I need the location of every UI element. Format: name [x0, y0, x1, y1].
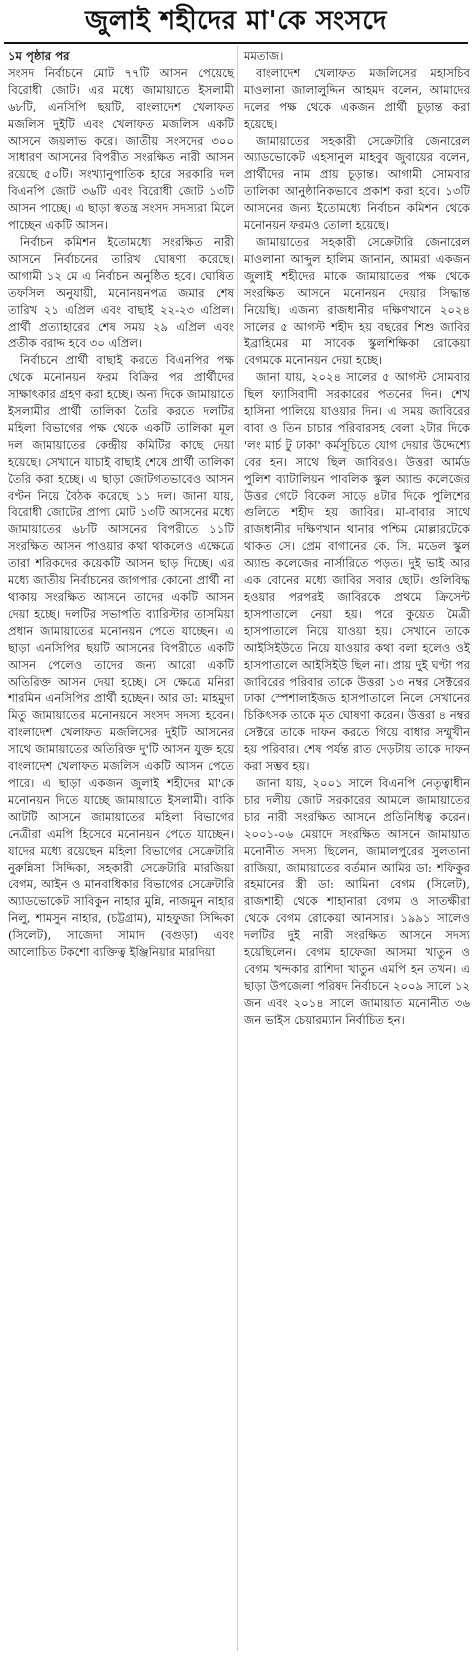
continuation-kicker: ১ম পৃষ্ঠার পর — [8, 49, 70, 63]
article-paragraph: জানা যায়, ২০০১ সালে বিএনপি নেতৃত্বাধীন চার দলীয় জোট সরকারের আমলে জামায়াতের চার নারী সংরক্ষিত আসনে প্রতিনিধিত্ব করেন। ২০০১-০৬ মেয়াদে সংরক্ষিত আসনে জামায়াত মনোনীত সদস্য ছিলেন, জামালপুরের সুলতানা রাজিয়া, জামায়াতের বর্তমান আমির ডা: শফিকুর রহমানের স্ত্রী ডা: আমিনা বেগম (সিলেট), রাজশাহী থেকে শাহানারা বেগম ও সাতক্ষীরা থেকে বেগম রোকেয়া আনসার। ১৯৯১ সালেও দলটির দুই নারী সংরক্ষিত আসনে সদস্য হয়েছিলেন। বেগম হাফেজা আসমা খাতুন ও বেগম খন্দকার রাশিদা খাতুন এমপি হন তখন। এ ছাড়া উপজেলা পরিষদ নির্বাচনে ২০০৯ সালে ১২ জন এবং ২০১৪ সালে জামায়াত মনোনীত ৩৬ জন ভাইস চেয়ারম্যান নির্বাচিত হন। — [244, 775, 470, 1027]
column-divider — [237, 46, 238, 1651]
article-paragraph — [8, 48, 234, 234]
article-column-left — [8, 48, 234, 961]
paragraph-text: সংসদ নির্বাচনে মোট ৭৭টি আসন পেয়েছে বিরোধী জোট। এর মধ্যে জামায়াতে ইসলামী ৬৮টি, এনসিপি ছয়টি, বাংলাদেশ খেলাফত মজলিস দুইটি এবং খেলাফত মজলিস একটি আসনে জয়লাভ করে। জাতীয় সংসদের ৩০০ সাধারণ আসনের বিপরীত সংরক্ষিত নারী আসন রয়েছে ৫০টি। সংখ্যানুপাতিক হারে সরকারি দল বিএনপি জোট ৩৬টি এবং বিরোধী জোট ১৩টি আসন পাচ্ছে। এ ছাড়া স্বতন্ত্র সংসদ সদস্যরা মিলে পাচ্ছেন একটি আসন। — [8, 65, 234, 233]
article-column-right — [244, 48, 470, 1029]
article-paragraph: জানা যায়, ২০২৪ সালের ৫ আগস্ট সোমবার ছিল ফ্যাসিবাদী সরকারের পতনের দিন। শেখ হাসিনা পালিয়ে যাওয়ার দিন। এ সময় জাবিরের বাবা ও তিন চাচার পরিবারসহ বেলা ২টার দিকে 'লং মার্চ টু ঢাকা' কর্মসূচিতে যোগ দেয়ার উদ্দেশ্যে বের হন। সাথে ছিল জাবিরও। উত্তরা আর্মড পুলিশ ব্যাটালিয়ন পাবলিক স্কুল অ্যান্ড কলেজের উত্তর গেটে বিকেল সাড়ে ৪টার দিকে পুলিশের গুলিতে শহীদ হয় জাবির। মা-বাবার সাথে রাজধানীর দক্ষিণখান থানার পশ্চিম মোল্লারটেকে থাকত সে। প্রেম বাগানের কে. সি. মডেল স্কুল অ্যান্ড কলেজের নার্সারিতে পড়ত। দুই ভাই আর এক বোনের মধ্যে জাবির সবার ছোট। গুলিবিদ্ধ হওয়ার পরপরই জাবিরকে প্রথমে ক্রিসেন্ট হাসপাতালে নেয়া হয়। পরে কুয়েত মৈত্রী হাসপাতালে নিয়ে যাওয়া হয়। সেখানে তাকে আইসিইউতে নিয়ে যাওয়ার কথা বলা হলেও ওই হাসপাতালে আইসিইউ ছিল না। প্রায় দুই ঘণ্টা পর জাবিরের পরিবার তাকে উত্তরা ১৩ নম্বর সেক্টরের ঢাকা স্পেশালাইজড হাসপাতালে নিলে সেখানের চিকিৎসক তাকে মৃত ঘোষণা করেন। উত্তরা ৪ নম্বর সেক্টরে তাকে দাফন করতে গিয়ে বাধার সম্মুখীন হয় পরিবার। শেষ পর্যন্ত রাত দেড়টায় তাকে দাফন করা সম্ভব হয়। — [244, 370, 470, 774]
article-paragraph: জামায়াতের সহকারী সেক্রেটারি জেনারেল মাওলানা আব্দুল হালিম জানান, আমরা একজন জুলাই শহীদের মাকে জামায়াতের পক্ষ থেকে সংরক্ষিত আসনে মনোনয়ন দেয়ার সিদ্ধান্ত নিয়েছি। এজন্য রাজধানীর দক্ষিণখানে ২০২৪ সালের ৫ আগস্ট শহীদ হয় বছরের শিশু জাবির ইব্রাহিমের মা সাবেক স্কুলশিক্ষিকা রোকেয়া বেগমকে মনোনয়ন দেয়া হচ্ছে। — [244, 234, 470, 368]
article-paragraph: মমতাজ। — [244, 49, 284, 63]
article-paragraph: বাংলাদেশ খেলাফত মজলিসের মহাসচিব মাওলানা জালালুদ্দিন আহমদ বলেন, আমাদের দলের পক্ষ থেকে একজন প্রার্থী চূড়ান্ত করা হয়েছে। — [244, 65, 470, 131]
article-paragraph: নির্বাচন কমিশন ইতোমধ্যে সংরক্ষিত নারী আসনে নির্বাচনের তারিখ ঘোষণা করেছে। আগামী ১২ মে এ নির্বাচন অনুষ্ঠিত হবে। ঘোষিত তফসিল অনুযায়ী, মনোনয়নপত্র জমার শেষ তারিখ ২১ এপ্রিল এবং বাছাই ২২-২৩ এপ্রিল। প্রার্থী প্রত্যাহারের শেষ সময় ২৯ এপ্রিল এবং প্রতীক বরাদ্দ হবে ৩০ এপ্রিল। — [8, 234, 234, 351]
article-paragraph: নির্বাচনে প্রার্থী বাছাই করতে বিএনপির পক্ষ থেকে মনোনয়ন ফরম বিক্রির পর প্রার্থীদের সাক্ষাৎকার গ্রহণ করা হচ্ছে। অন্য দিকে জামায়াতে ইসলামীর প্রার্থী তালিকা তৈরি করতে দলটির মহিলা বিভাগের পক্ষ থেকে একটি তালিকা মূল দল জামায়াতের কেন্দ্রীয় কমিটির কাছে দেয়া হয়েছে। সেখানে যাচাই বাছাই শেষে প্রার্থী তালিকা তৈরি করা হচ্ছে। এ ছাড়া জোটগতভাবেও আসন বণ্টন নিয়ে বৈঠক করেছে ১১ দল। জানা যায়, বিরোধী জোটের প্রাপ্য মোট ১৩টি আসনের মধ্যে জামায়াতের ৬৮টি আসনের বিপরীতে ১১টি সংরক্ষিত আসন পাওয়ার কথা থাকলেও এক্ষেত্রে তারা শরিকদের কয়েকটি আসন ছাড় দিচ্ছে। এর মধ্যে জাতীয় নির্বাচনের জাগপার কোনো প্রার্থী না থাকায় সংরক্ষিত আসনে তাদের একটি আসন দেয়া হচ্ছে। দলটির সভাপতি ব্যারিস্টার তাসমিয়া প্রধান জামায়াতের মনোনয়ন পেতে যাচ্ছেন। এ ছাড়া এনসিপির ছয়টি আসনের বিপরীতে একটি আসন পেলেও তাদের জন্য আরো একটি অতিরিক্ত আসন দেয়া হচ্ছে। সে ক্ষেত্রে মনিরা শারমিন এনসিপির প্রার্থী হচ্ছেন। আর ডা: মাহমুদা মিতু জামায়াতের মনোনয়নে সংসদ সদস্য হবেন। বাংলাদেশ খেলাফত মজলিসের দুইটি আসনের সাথে জামায়াতের অতিরিক্ত দু'টি আসন যুক্ত হয়ে বাংলাদেশ খেলাফত মজলিস একটি আসন পেতে পারে। এ ছাড়া একজন জুলাই শহীদের মা'কে মনোনয়ন দিতে যাচ্ছে জামায়াতে ইসলামী। বাকি আটটি আসনে জামায়াতের মহিলা বিভাগের নেত্রীরা এমপি হিসেবে মনোনয়ন পেতে যাচ্ছেন। যাদের মধ্যে রয়েছেন মহিলা বিভাগের সেক্রেটারি নুরুন্নিসা সিদ্দিকা, সহকারী সেক্রেটারি মারজিয়া বেগম, আইন ও মানবাধিকার বিভাগের সেক্রেটারি অ্যাডভোকেট সাবিকুন নাহার মুন্নি, নাজমুন নাহার নিলু, শামসুন নাহার, (চট্টগ্রাম), মাহফুজা সিদ্দিকা (সিলেট), সাজেদা সামাদ (বগুড়া) এবং আলোচিত টকশো ব্যক্তিত্ব ইঞ্জিনিয়ার মারদিয়া — [8, 353, 234, 960]
article-paragraph: জামায়াতের সহকারী সেক্রেটারি জেনারেল অ্যাডভোকেট এহসানুল মাহবুব জুবায়ের বলেন, প্রার্থীদের নাম প্রায় চূড়ান্ত। আগামী সোমবার তালিকা আনুষ্ঠানিকভাবে প্রকাশ করা হবে। ১৩টি আসনের জন্য ইতোমধ্যে নির্বাচন কমিশন থেকে মনোনয়ন ফরমও তোলা হয়েছে। — [244, 133, 470, 233]
headline: জুলাই শহীদের মা'কে সংসদে — [4, 2, 468, 44]
